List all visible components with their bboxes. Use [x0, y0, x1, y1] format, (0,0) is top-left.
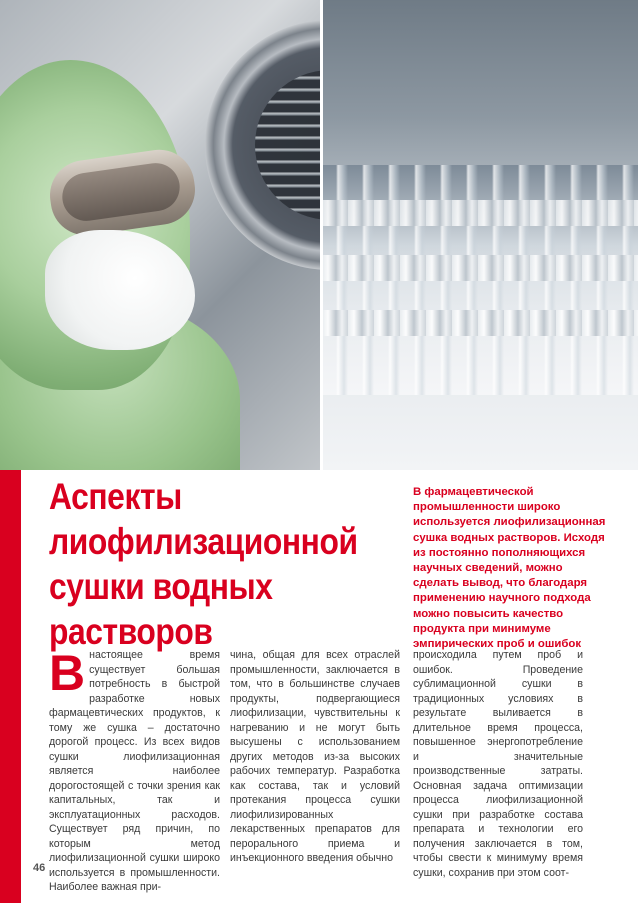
- body-column-3: происходила путем проб и ошибок. Проведение сублимационной сушки в традиционных условиях в результате выливается в длительное время процесса, повышенное энергопотребление и значительные производственные затраты. Основная задача оптимизации процесса лиофилизационной сушки при разработке состава препарата и технологии его получения заключается в том, чтобы свести к минимуму время сушки, сохранив при этом соот-: [413, 649, 583, 879]
- lead-paragraph: В фармацевтической промышленности широко используется лиофилизационная сушка водных растворов. Исходя из постоянно пополняющихся научных сведений, можно сделать вывод, что благодаря применению научного подхода можно повысить качество продукта при минимуме эмпирических проб и ошибок: [413, 486, 606, 651]
- title-line: Аспекты: [49, 476, 182, 517]
- accent-bar: [0, 470, 21, 903]
- title-line: лиофилизационной: [49, 521, 358, 562]
- title-line: растворов: [49, 611, 213, 652]
- vial-row: [322, 310, 638, 336]
- drop-cap: В: [49, 645, 86, 701]
- article-title: [49, 474, 358, 654]
- vial-row: [322, 255, 638, 281]
- body-column-2: чина, общая для всех отраслей промышленности, заключается в том, что в большинстве случаев продукты, подвергающиеся лиофилизации, чувствительны к нагреванию и не могут быть высушены с использованием других методов из-за высоких рабочих температур. Разработка как состава, так и условий протекания процесса сушки лиофилизированных лекарственных препаратов для перорального приема и инъекционного введения обычно: [230, 649, 400, 864]
- column-text: настоящее время существует большая потребность в быстрой разработке новых фармацевтических продуктов, к тому же сушка – достаточно дорогой процесс. Из всех видов сушки лиофилизационная является наиболее дорогостоящей с точки зрения как капитальных, так и эксплуатационных расходов. Существует ряд причин, по которым метод лиофилизационной сушки широко используется в промышленности. Наиболее важная при-: [49, 649, 220, 893]
- page-number: 46: [33, 862, 46, 874]
- body-column-1: [49, 645, 220, 895]
- title-line: сушки водных: [49, 566, 273, 607]
- vial-row: [322, 200, 638, 226]
- photo-divider: [320, 0, 323, 470]
